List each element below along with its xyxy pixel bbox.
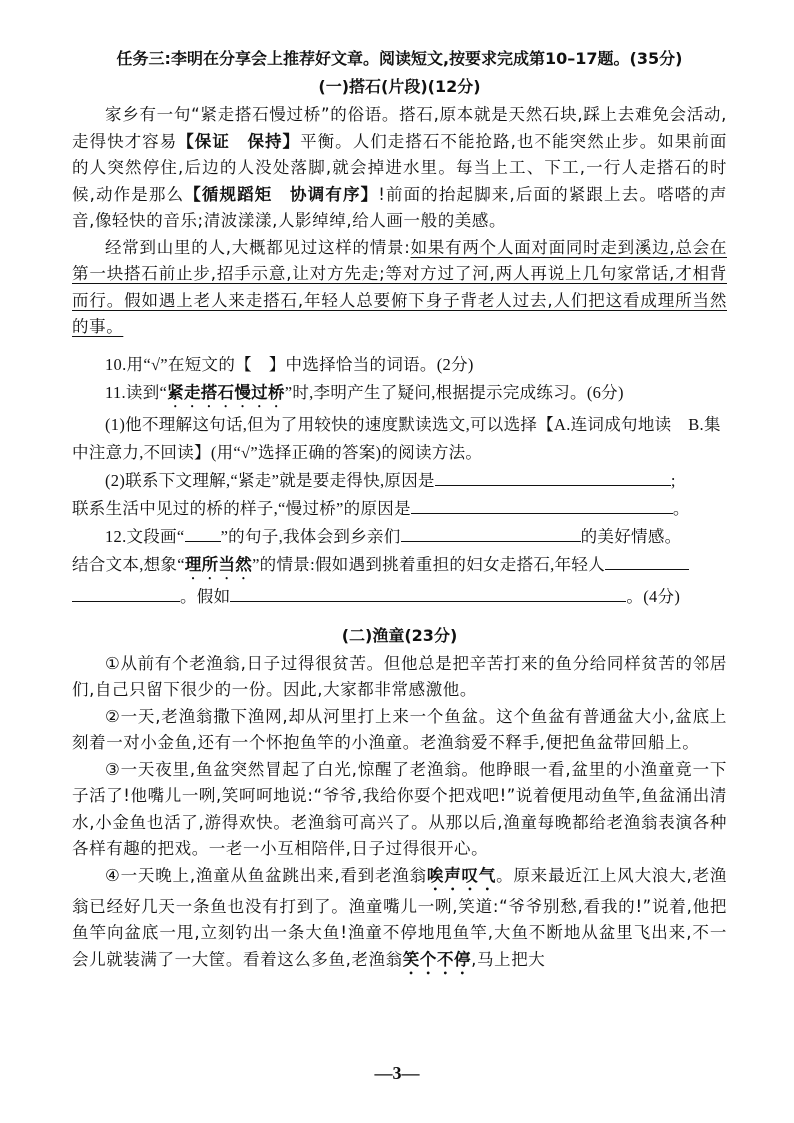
- passage-2-paragraph-1: ①从前有个老渔翁,日子过得很贫苦。但他总是把辛苦打来的鱼分给同样贫苦的邻居们,自己只留下很少的一份。因此,大家都非常感激他。: [72, 653, 727, 699]
- passage-text: 家乡有一句“紧走搭石慢过桥”的俗语。搭石,原本就是天然石块,踩上去难免会活动,走得快才容易: [72, 105, 727, 151]
- worksheet-page: [72, 46, 727, 978]
- section-2-title: (二)渔童(23分): [341, 625, 458, 645]
- question-text: 11.读到“: [105, 382, 168, 402]
- answer-blank[interactable]: [230, 583, 626, 602]
- emphasized-phrase: 笑个不停: [402, 949, 472, 969]
- question-text: 。: [672, 498, 690, 518]
- emphasized-phrase: 紧走搭石慢过桥: [167, 382, 285, 402]
- page-number: —3—: [374, 1063, 420, 1083]
- passage-text: ,马上把大: [471, 949, 546, 969]
- question-text: ”的句子,我体会到乡亲们: [220, 526, 401, 546]
- passage-text: ④一天晚上,渔童从鱼盆跳出来,看到老渔翁: [105, 865, 427, 885]
- question-text: 12.文段画“: [105, 526, 185, 546]
- question-12: [72, 523, 727, 551]
- question-text: 。假如: [180, 586, 231, 606]
- question-11-part-2-cont: [72, 495, 727, 523]
- question-11-part-1: (1)他不理解这句话,但为了用较快的速度默读选文,可以选择【A.连词成句地读 B.集中注意力,不回读】(用“√”选择正确的答案)的阅读方法。: [72, 414, 721, 462]
- emphasized-phrase: 理所当然: [184, 554, 253, 574]
- answer-blank[interactable]: [411, 495, 673, 514]
- question-11-part-2: [72, 467, 727, 495]
- question-10: 10.用“√”在短文的【 】中选择恰当的词语。(2分): [105, 354, 474, 374]
- answer-blank[interactable]: [605, 551, 689, 570]
- passage-text: !前面的抬起脚来,后面的紧跟上去。嗒嗒的声音,像轻快的音乐;清波漾漾,人影绰绰,给人画一般的美感。: [72, 184, 727, 230]
- question-text: (2)联系下文理解,“紧走”就是要走得快,原因是: [105, 470, 435, 490]
- answer-blank[interactable]: [401, 523, 581, 542]
- symbol-blank[interactable]: [185, 523, 221, 542]
- passage-1-paragraph-2: [72, 235, 727, 341]
- question-text: 的美好情感。: [580, 526, 682, 546]
- answer-blank[interactable]: [72, 583, 180, 602]
- passage-text: 。原来最近江上风大浪大,老渔翁已经好几天一条鱼也没有打到了。渔童嘴儿一咧,笑道:“爷爷别愁,看我的!”说着,他把鱼竿向盆底一甩,立刻钓出一条大鱼!渔童不停地甩鱼竿,大鱼不断地从盆里飞出来,不一会儿就装满了一大筐。看着这么多鱼,老渔翁: [72, 865, 727, 969]
- passage-2-paragraph-4: [72, 863, 727, 978]
- question-text: 结合文本,想象“: [72, 554, 185, 574]
- task-title: 任务三:李明在分享会上推荐好文章。阅读短文,按要求完成第10–17题。(35分): [116, 49, 683, 68]
- underlined-sentence: 如果有两个人面对面同时走到溪边,总会在第一块搭石前止步,招手示意,让对方先走;等对方过了河,两人再说上几句家常话,才相背而行。假如遇上老人来走搭石,年轻人总要俯下身子背老人过去,人们把这看成理所当然的事。: [72, 237, 727, 336]
- question-text: ”时,李明产生了疑问,根据提示完成练习。(6分): [284, 382, 624, 402]
- question-12-cont: [72, 551, 727, 583]
- question-12-cont-2: [72, 583, 727, 611]
- word-choice-2[interactable]: 【循规蹈矩 协调有序】: [184, 184, 379, 204]
- question-11: [72, 379, 727, 411]
- passage-1-paragraph-1: [72, 102, 727, 235]
- section-1-title: (一)搭石(片段)(12分): [318, 77, 481, 96]
- passage-2-paragraph-3: ③一天夜里,鱼盆突然冒起了白光,惊醒了老渔翁。他睁眼一看,盆里的小渔童竟一下子活了!他嘴儿一咧,笑呵呵地说:“爷爷,我给你耍个把戏吧!”说着便甩动鱼竿,鱼盆涌出清水,小金鱼也活了,游得欢快。老渔翁可高兴了。从那以后,渔童每晚都给老渔翁表演各种各样有趣的把戏。一老一小互相陪伴,日子过得很开心。: [72, 759, 727, 858]
- emphasized-phrase: 唉声叹气: [426, 865, 497, 885]
- word-choice-1[interactable]: 【保证 保持】: [177, 131, 301, 151]
- question-text: 。(4分): [626, 586, 681, 606]
- question-text: ;: [670, 470, 676, 490]
- passage-text: 经常到山里的人,大概都见过这样的情景:: [105, 237, 411, 257]
- question-text: ”的情景:假如遇到挑着重担的妇女走搭石,年轻人: [252, 554, 605, 574]
- passage-text: 平衡。人们走搭石不能抢路,也不能突然止步。如果前面的人突然停住,后边的人没处落脚,就会掉进水里。每当上工、下工,一行人走搭石的时候,动作是那么: [72, 131, 727, 204]
- question-text: 联系生活中见过的桥的样子,“慢过桥”的原因是: [72, 498, 411, 518]
- passage-2-paragraph-2: ②一天,老渔翁撒下渔网,却从河里打上来一个鱼盆。这个鱼盆有普通盆大小,盆底上刻着一对小金鱼,还有一个怀抱鱼竿的小渔童。老渔翁爱不释手,便把鱼盆带回船上。: [72, 706, 727, 752]
- answer-blank[interactable]: [435, 467, 671, 486]
